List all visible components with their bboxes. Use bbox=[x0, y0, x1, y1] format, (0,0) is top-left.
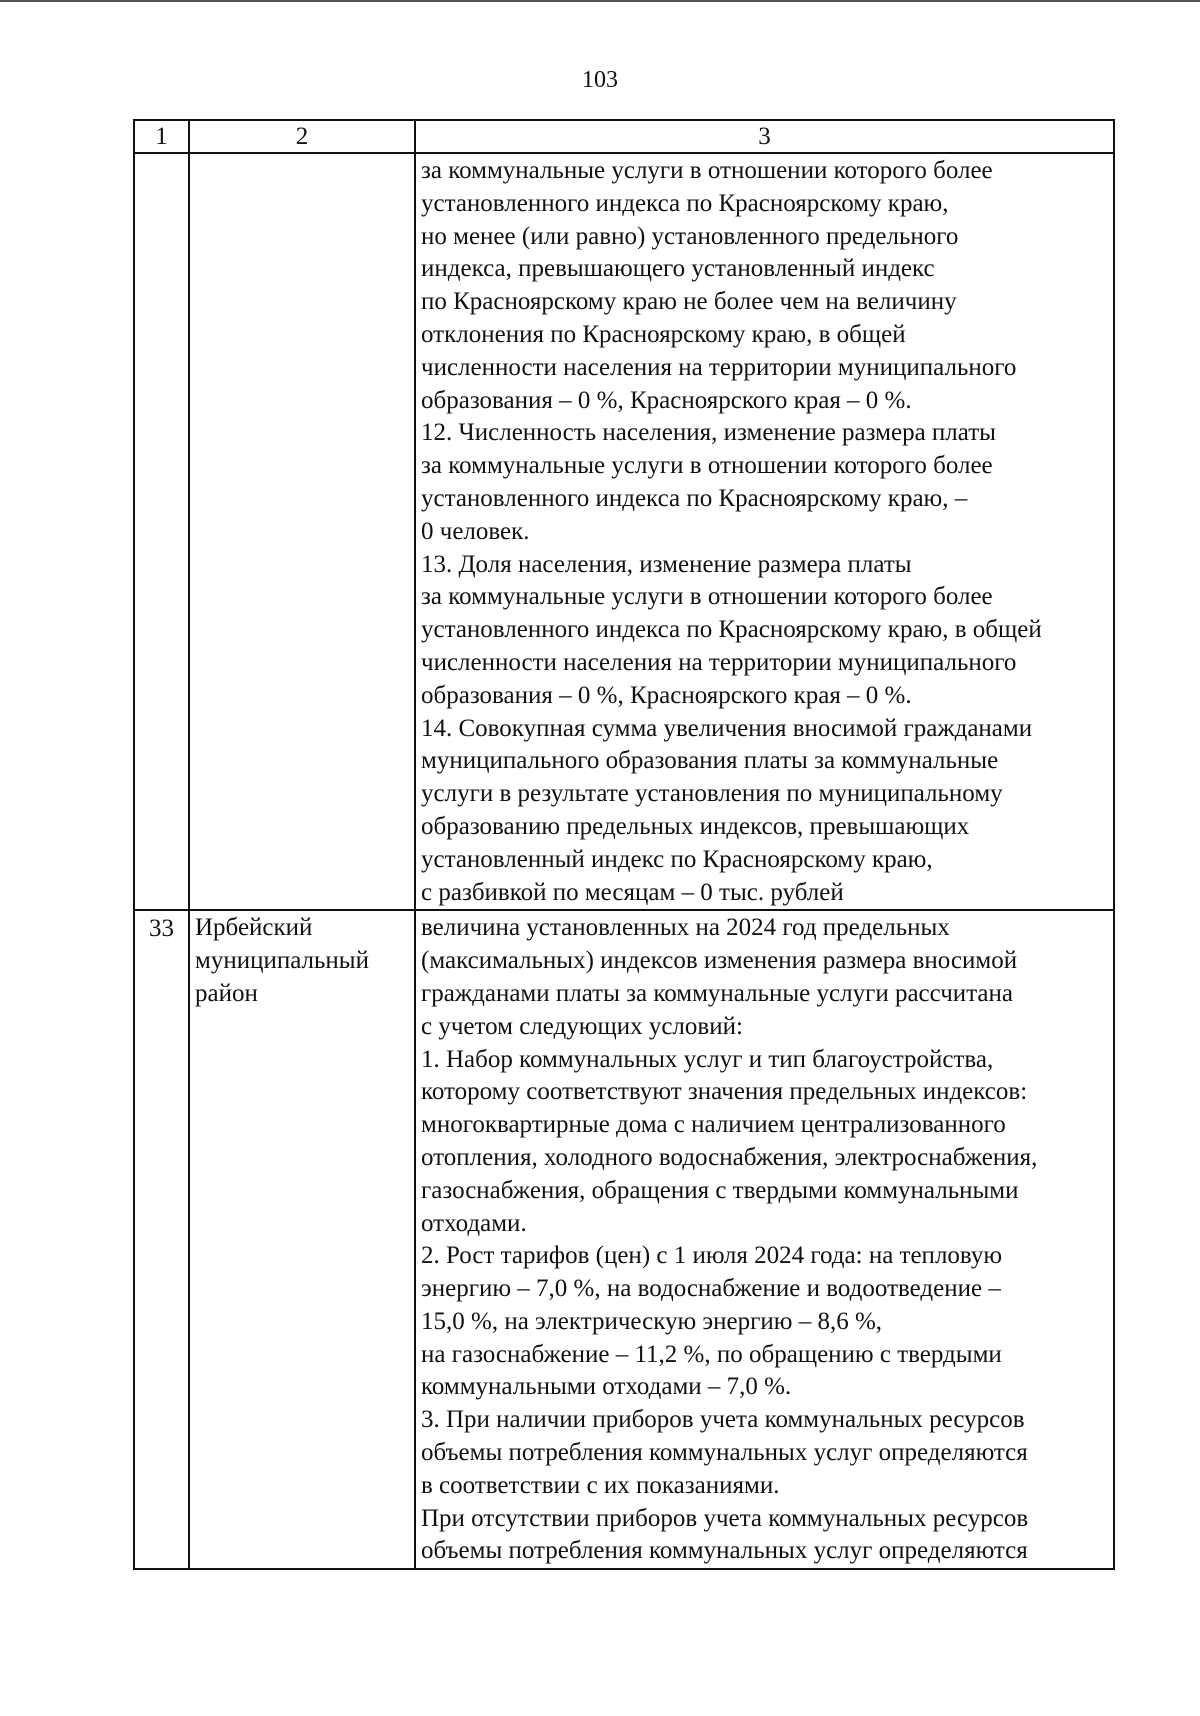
table-row bbox=[134, 153, 1114, 910]
text-line: объемы потребления коммунальных услуг определяются bbox=[421, 1439, 1028, 1467]
text-line: отклонения по Красноярскому краю, в общей bbox=[421, 320, 906, 348]
text-line: газоснабжения, обращения с твердыми коммунальными bbox=[421, 1176, 1019, 1204]
scan-top-edge bbox=[0, 0, 1200, 2]
text-line: коммунальными отходами – 7,0 %. bbox=[421, 1373, 792, 1401]
text-line: 15,0 %, на электрическую энергию – 8,6 %, bbox=[421, 1307, 883, 1335]
text-line: индекса, превышающего установленный индекс bbox=[421, 255, 935, 283]
column-header-3: 3 bbox=[415, 120, 1114, 153]
text-line: которому соответствуют значения предельных индексов: bbox=[421, 1078, 1028, 1106]
text-line: (максимальных) индексов изменения размера вносимой bbox=[421, 947, 1018, 975]
column-header-1: 1 bbox=[134, 120, 189, 153]
page-number: 103 bbox=[582, 67, 618, 93]
name-line: район bbox=[195, 979, 258, 1007]
text-line: услуги в результате установления по муниципальному bbox=[421, 780, 1003, 808]
text-line: но менее (или равно) установленного предельного bbox=[421, 222, 959, 250]
text-line: гражданами платы за коммунальные услуги рассчитана bbox=[421, 979, 1013, 1007]
text-line: установленного индекса по Красноярскому краю, в общей bbox=[421, 616, 1042, 644]
name-line: муниципальный bbox=[195, 947, 369, 975]
text-line: многоквартирные дома с наличием централизованного bbox=[421, 1111, 1006, 1139]
text-line: установленного индекса по Красноярскому краю, bbox=[421, 189, 949, 217]
text-line: величина установленных на 2024 год предельных bbox=[421, 914, 950, 942]
text-line: 2. Рост тарифов (цен) с 1 июля 2024 года: на тепловую bbox=[421, 1242, 1003, 1270]
text-line: объемы потребления коммунальных услуг определяются bbox=[421, 1537, 1028, 1565]
table-header-row bbox=[134, 120, 1114, 153]
text-line: 0 человек. bbox=[421, 517, 530, 545]
text-line: численности населения на территории муниципального bbox=[421, 648, 1017, 676]
text-line: 3. При наличии приборов учета коммунальных ресурсов bbox=[421, 1406, 1025, 1434]
table-row bbox=[134, 910, 1114, 1569]
text-line: 13. Доля населения, изменение размера платы bbox=[421, 550, 912, 578]
description-cell bbox=[415, 910, 1114, 1569]
row-number-cell: 33 bbox=[134, 910, 189, 1569]
row-number-cell bbox=[134, 153, 189, 910]
description-cell bbox=[415, 153, 1114, 910]
column-header-2: 2 bbox=[189, 120, 415, 153]
text-line: по Красноярскому краю не более чем на величину bbox=[421, 288, 957, 316]
text-line: с разбивкой по месяцам – 0 тыс. рублей bbox=[421, 878, 844, 906]
text-line: муниципального образования платы за коммунальные bbox=[421, 747, 999, 775]
text-line: 14. Совокупная сумма увеличения вносимой гражданами bbox=[421, 714, 1033, 742]
text-line: образования – 0 %, Красноярского края – 0 %. bbox=[421, 386, 912, 414]
text-line: численности населения на территории муниципального bbox=[421, 353, 1017, 381]
text-line: 12. Численность населения, изменение размера платы bbox=[421, 419, 996, 447]
text-line: энергию – 7,0 %, на водоснабжение и водоотведение – bbox=[421, 1275, 1001, 1303]
text-line: 1. Набор коммунальных услуг и тип благоустройства, bbox=[421, 1045, 994, 1073]
text-line: за коммунальные услуги в отношении которого более bbox=[421, 583, 993, 611]
name-line: Ирбейский bbox=[195, 914, 313, 942]
text-line: При отсутствии приборов учета коммунальных ресурсов bbox=[421, 1504, 1029, 1532]
document-table bbox=[133, 119, 1115, 1570]
text-line: за коммунальные услуги в отношении которого более bbox=[421, 157, 993, 184]
text-line: установленный индекс по Красноярскому краю, bbox=[421, 845, 933, 873]
text-line: на газоснабжение – 11,2 %, по обращению с твердыми bbox=[421, 1340, 1002, 1368]
text-line: образования – 0 %, Красноярского края – 0 %. bbox=[421, 681, 912, 709]
text-line: в соответствии с их показаниями. bbox=[421, 1471, 780, 1499]
municipality-name-cell bbox=[189, 910, 415, 1569]
text-line: образованию предельных индексов, превышающих bbox=[421, 812, 970, 840]
text-line: отходами. bbox=[421, 1209, 527, 1237]
text-line: с учетом следующих условий: bbox=[421, 1012, 743, 1040]
text-line: за коммунальные услуги в отношении которого более bbox=[421, 452, 993, 480]
text-line: установленного индекса по Красноярскому краю, – bbox=[421, 484, 968, 512]
municipality-name-cell bbox=[189, 153, 415, 910]
text-line: отопления, холодного водоснабжения, электроснабжения, bbox=[421, 1143, 1038, 1171]
